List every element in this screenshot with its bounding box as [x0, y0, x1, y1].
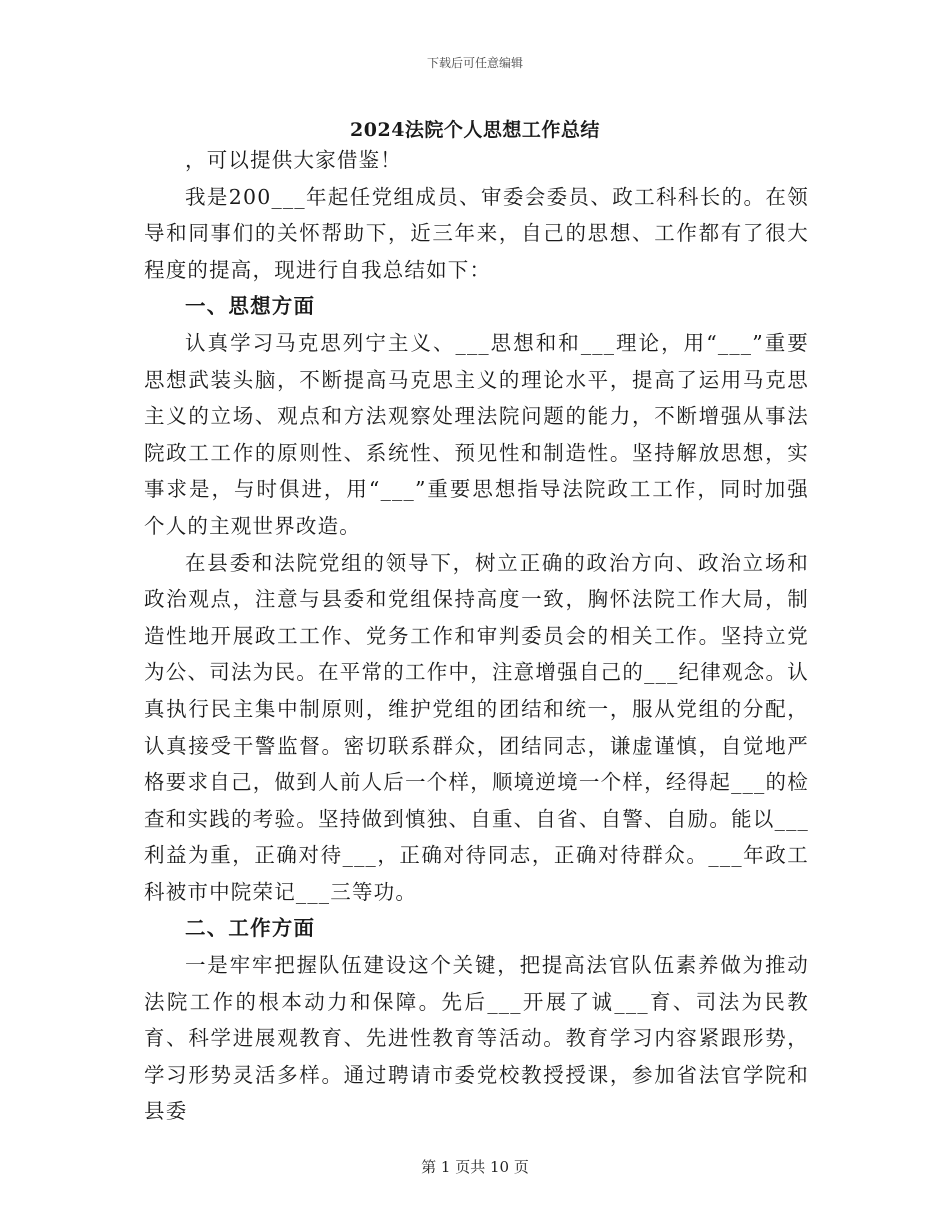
paragraph-thought-1: 认真学习马克思列宁主义、___思想和和___理论，用“___”重要思想武装头脑，不断提高马克思主义的理论水平，提高了运用马克思主义的立场、观点和方法观察处理法院问题的能力，不断增强从事法院政工工作的原则性、系统性、预见性和制造性。坚持解放思想，实事求是，与时俱进，用“___”重要思想指导法院政工工作，同时加强个人的主观世界改造。 — [144, 330, 809, 538]
page-header: 下载后可任意编辑 — [426, 56, 523, 70]
page-footer: 第 1 页共 10 页 — [421, 1158, 529, 1176]
paragraph-work-1: 一是牢牢把握队伍建设这个关键，把提高法官队伍素养做为推动法院工作的根本动力和保障。先后___开展了诚___育、司法为民教育、科学进展观教育、先进性教育等活动。教育学习内容紧跟形势，学习形势灵活多样。通过聘请市委党校教授授课，参加省法官学院和县委 — [144, 953, 809, 1124]
document-body — [144, 142, 809, 1130]
paragraph-intro: ，可以提供大家借鉴！ — [185, 148, 402, 172]
section-heading-thought: 一、思想方面 — [185, 294, 316, 319]
paragraph-self-intro: 我是200___年起任党组成员、审委会委员、政工科科长的。在领导和同事们的关怀帮助下，近三年来，自己的思想、工作都有了很大程度的提高，现进行自我总结如下： — [144, 184, 809, 282]
section-heading-work: 二、工作方面 — [185, 916, 316, 941]
paragraph-thought-2: 在县委和法院党组的领导下，树立正确的政治方向、政治立场和政治观点，注意与县委和党组保持高度一致，胸怀法院工作大局，制造性地开展政工工作、党务工作和审判委员会的相关工作。坚持立党为公、司法为民。在平常的工作中，注意增强自己的___纪律观念。认真执行民主集中制原则，维护党组的团结和统一，服从党组的分配，认真接受干警监督。密切联系群众，团结同志，谦虚谨慎，自觉地严格要求自己，做到人前人后一个样，顺境逆境一个样，经得起___的检查和实践的考验。坚持做到慎独、自重、自省、自警、自励。能以___利益为重，正确对待___，正确对待同志，正确对待群众。___年政工科被市中院荣记___三等功。 — [144, 550, 809, 904]
document-title: 2024法院个人思想工作总结 — [350, 119, 600, 141]
